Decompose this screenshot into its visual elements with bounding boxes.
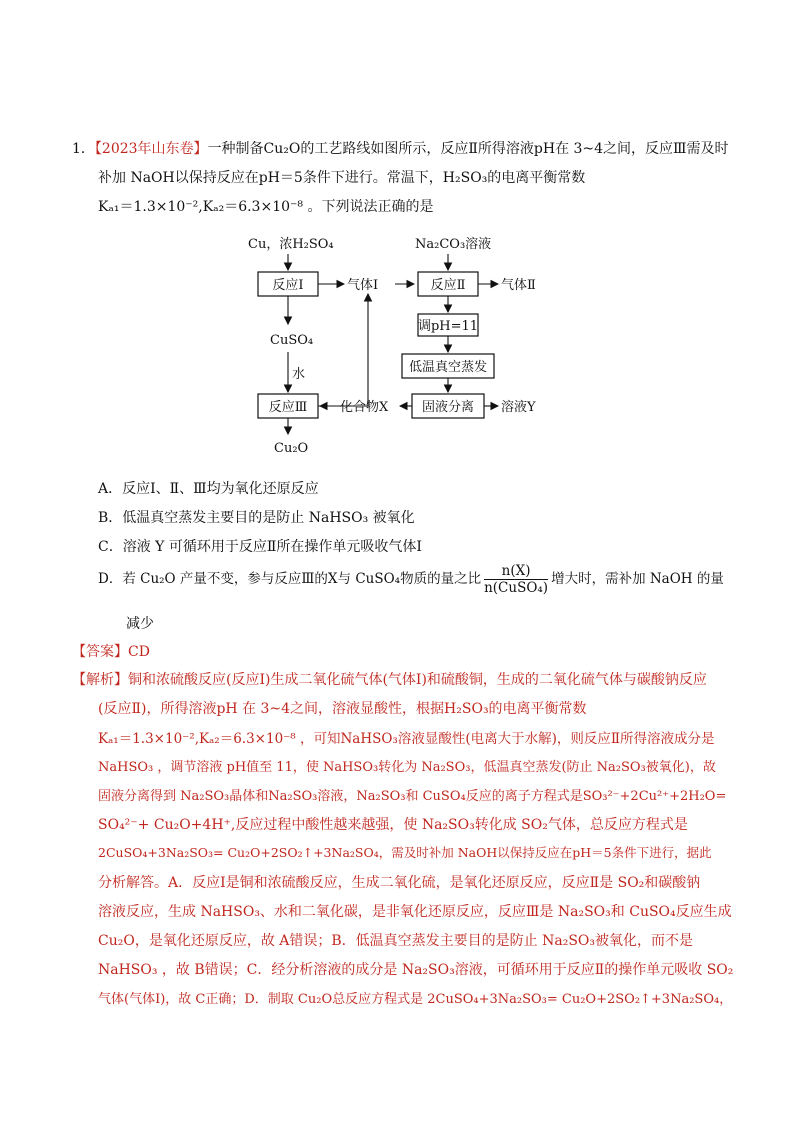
option-d-text: D．若 Cu₂O 产量不变，参与反应Ⅲ的X与 CuSO₄物质的量之比 bbox=[98, 571, 482, 587]
question-stem-1: 一种制备Cu₂O的工艺路线如图所示，反应Ⅱ所得溶液pH在 3~4之间，反应Ⅲ需及时 bbox=[207, 141, 729, 157]
solution-y-label: 溶液Y bbox=[501, 400, 536, 415]
option-c: C．溶液 Y 可循环用于反应Ⅱ所在操作单元吸收气体Ⅰ bbox=[98, 539, 422, 555]
analysis-text-8: 分析解答。A．反应Ⅰ是铜和浓硫酸反应，生成二氧化硫，是氧化还原反应，反应Ⅱ是 SO₂和碳酸钠 bbox=[98, 875, 701, 891]
compound-x-label: 化合物X bbox=[340, 400, 389, 415]
analysis-text-6: SO₄²⁻+ Cu₂O+4H⁺,反应过程中酸性越来越强，使 Na₂SO₃转化成 SO₂气体，总反应方程式是 bbox=[98, 817, 688, 833]
reactants-cu-h2so4: Cu，浓H₂SO₄ bbox=[248, 237, 334, 252]
analysis-label: 【解析】 bbox=[72, 672, 128, 688]
analysis-text-5: 固液分离得到 Na₂SO₃晶体和Na₂SO₃溶液，Na₂SO₃和 CuSO₄反应的离子方程式是SO₃²⁻+2Cu²⁺+2H₂O= bbox=[98, 789, 727, 804]
answer-label: 【答案】 bbox=[72, 644, 128, 660]
adjust-ph-label: 调pH=11 bbox=[417, 319, 479, 334]
analysis-text-7: 2CuSO₄+3Na₂SO₃= Cu₂O+2SO₂↑+3Na₂SO₄，需及时补加 NaOH以保持反应在pH＝5条件下进行，据此 bbox=[98, 845, 712, 860]
option-d-tail: 增大时，需补加 NaOH 的量 bbox=[551, 571, 724, 587]
question-source: 【2023年山东卷】 bbox=[94, 141, 208, 157]
analysis-text-9: 溶液反应，生成 NaHSO₃、水和二氧化碳，是非氧化还原反应，反应Ⅲ是 Na₂SO₃和 CuSO₄反应生成 bbox=[98, 904, 732, 920]
cu2o-label: Cu₂O bbox=[274, 441, 309, 456]
gas1-label: 气体Ⅰ bbox=[347, 278, 379, 293]
reaction3-label: 反应Ⅲ bbox=[268, 400, 308, 415]
question-stem-2: 补加 NaOH以保持反应在pH＝5条件下进行。常温下，H₂SO₃的电离平衡常数 bbox=[98, 170, 586, 186]
question-stem-3: Kₐ₁＝1.3×10⁻²,Kₐ₂＝6.3×10⁻⁸ 。下列说法正确的是 bbox=[98, 199, 434, 215]
reaction1-label: 反应Ⅰ bbox=[272, 278, 304, 293]
option-a: A．反应Ⅰ、Ⅱ、Ⅲ均为氧化还原反应 bbox=[98, 481, 319, 497]
analysis-text-3: Kₐ₁＝1.3×10⁻²,Kₐ₂＝6.3×10⁻⁸ ，可知NaHSO₃溶液显酸性(电离大于水解)，则反应Ⅱ所得溶液成分是 bbox=[98, 731, 715, 747]
option-d bbox=[98, 563, 724, 596]
option-d-fraction bbox=[484, 563, 548, 596]
na2co3-label: Na₂CO₃溶液 bbox=[415, 237, 492, 252]
analysis-text-2: (反应Ⅱ)，所得溶液pH 在 3~4之间，溶液显酸性，根据H₂SO₃的电离平衡常数 bbox=[98, 701, 587, 717]
question-number: 1． bbox=[72, 141, 95, 157]
analysis-line-1 bbox=[72, 669, 707, 689]
evaporation-label: 低温真空蒸发 bbox=[408, 360, 488, 375]
fraction-denominator: n(CuSO₄) bbox=[484, 580, 549, 596]
answer-value: CD bbox=[128, 644, 150, 660]
analysis-text-12: 气体(气体Ⅰ)，故 C正确；D．制取 Cu₂O总反应方程式是 2CuSO₄+3Na₂SO₃= Cu₂O+2SO₂↑+3Na₂SO₄， bbox=[98, 992, 733, 1007]
option-d-line2: 减少 bbox=[126, 616, 154, 632]
fraction-numerator: n(X) bbox=[484, 563, 548, 580]
reaction2-label: 反应Ⅱ bbox=[430, 278, 466, 293]
cuso4-label: CuSO₄ bbox=[270, 333, 314, 348]
water-label: 水 bbox=[292, 367, 306, 382]
analysis-text-4: NaHSO₃ ，调节溶液 pH值至 11，使 NaHSO₃转化为 Na₂SO₃，低温真空蒸发(防止 Na₂SO₃被氧化)，故 bbox=[98, 760, 716, 775]
analysis-text-1: 铜和浓硫酸反应(反应Ⅰ)生成二氧化硫气体(气体Ⅰ)和硫酸铜，生成的二氧化硫气体与碳酸钠反应 bbox=[128, 672, 707, 688]
answer-line bbox=[72, 641, 150, 661]
analysis-text-11: NaHSO₃ ，故 B错误；C．经分析溶液的成分是 Na₂SO₃溶液，可循环用于反应Ⅱ的操作单元吸收 SO₂ bbox=[98, 962, 734, 978]
option-b: B．低温真空蒸发主要目的是防止 NaHSO₃ 被氧化 bbox=[98, 510, 415, 526]
separation-label: 固液分离 bbox=[421, 400, 475, 415]
analysis-text-10: Cu₂O，是氧化还原反应，故 A错误；B．低温真空蒸发主要目的是防止 Na₂SO₃被氧化，而不是 bbox=[98, 933, 694, 949]
process-flowchart bbox=[240, 232, 560, 460]
gas2-label: 气体Ⅱ bbox=[501, 278, 536, 293]
question-line-1 bbox=[72, 138, 729, 158]
